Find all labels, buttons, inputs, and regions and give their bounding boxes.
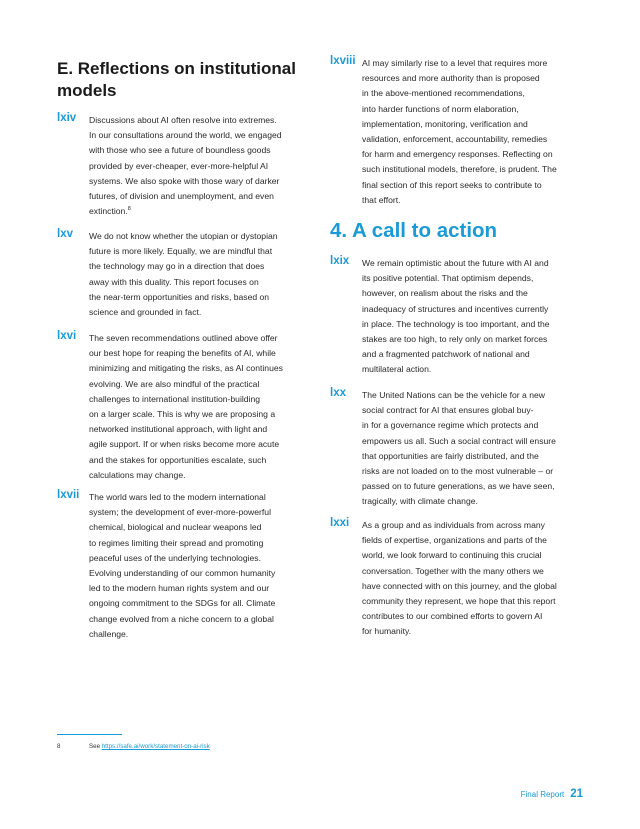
footnote-number: 8 bbox=[57, 743, 61, 750]
text-line: for humanity. bbox=[362, 626, 412, 637]
text-line: As a group and as individuals from across many bbox=[362, 520, 545, 530]
paragraph-number: lxv bbox=[57, 228, 73, 240]
text-line: into harder functions of norm elaboration, bbox=[362, 103, 519, 114]
footnote-reference[interactable]: 8 bbox=[127, 206, 131, 213]
page-number: 21 bbox=[570, 788, 583, 800]
text-line: however, on realism about the risks and the bbox=[362, 288, 528, 299]
paragraph-number: lxvii bbox=[57, 489, 80, 501]
text-line: We remain optimistic about the future with AI and bbox=[362, 258, 549, 268]
text-line: in the above-mentioned recommendations, bbox=[362, 88, 525, 99]
text-line: evolving. We are also mindful of the practical bbox=[89, 378, 260, 389]
page-footer bbox=[521, 788, 583, 800]
text-line: and the stakes for opportunities escalate, such bbox=[89, 454, 267, 465]
text-line: inadequacy of structures and incentives currently bbox=[362, 303, 549, 314]
text-line: futures, of division and unemployment, and even bbox=[89, 191, 274, 202]
text-line: led to the modern human rights system and our bbox=[89, 583, 270, 594]
text-line: In our consultations around the world, we engaged bbox=[89, 130, 282, 141]
paragraph-text bbox=[89, 490, 275, 642]
text-line: agile support. If or when risks become more acute bbox=[89, 439, 280, 450]
text-line: fields of expertise, organizations and parts of the bbox=[362, 535, 547, 546]
footnote-link[interactable]: https://safe.ai/work/statement-on-ai-risk bbox=[101, 743, 210, 750]
text-line: calculations may change. bbox=[89, 469, 186, 480]
text-line: validation, enforcement, accountability, remedies bbox=[362, 134, 548, 145]
text-line: resources and more authority than is proposed bbox=[362, 73, 540, 84]
text-line: challenge. bbox=[89, 628, 129, 639]
footnote-divider bbox=[57, 734, 122, 735]
text-line: ongoing commitment to the SDGs for all. Climate bbox=[89, 598, 276, 609]
text-line: on a larger scale. This is why we are proposing a bbox=[89, 409, 276, 420]
text-line: Discussions about AI often resolve into extremes. bbox=[89, 115, 277, 125]
paragraph-number: lxiv bbox=[57, 112, 77, 124]
text-line: challenges to international institution-building bbox=[89, 393, 261, 404]
paragraph-number: lxix bbox=[330, 255, 350, 267]
text-line: science and grounded in fact. bbox=[89, 307, 202, 318]
text-line: future is more likely. Equally, we are mindful that bbox=[89, 246, 273, 257]
text-line: its positive potential. That optimism depends, bbox=[362, 273, 534, 284]
text-line: provided by ever-cheaper, ever-more-helpful AI bbox=[89, 160, 269, 171]
text-line: in for a governance regime which protects and bbox=[362, 420, 539, 431]
text-line: the technology may go in a direction that does bbox=[89, 261, 265, 272]
text-line: networked institutional approach, with light and bbox=[89, 424, 268, 435]
text-line: AI may similarly rise to a level that requires more bbox=[362, 58, 548, 68]
text-line: implementation, monitoring, verification and bbox=[362, 118, 528, 129]
text-line: chemical, biological and nuclear weapons led bbox=[89, 522, 262, 533]
paragraph-number: lxxi bbox=[330, 517, 350, 529]
text-line-content: extinction. bbox=[89, 206, 128, 217]
text-line: The seven recommendations outlined above offer bbox=[89, 333, 278, 343]
paragraph-text bbox=[362, 518, 557, 640]
paragraph-text bbox=[89, 229, 278, 320]
text-line: such institutional models, therefore, is prudent. The bbox=[362, 164, 557, 175]
text-line: for harm and emergency responses. Reflecting on bbox=[362, 149, 553, 160]
text-line: tragically, with climate change. bbox=[362, 496, 478, 507]
text-line: our best hope for reaping the benefits of AI, while bbox=[89, 348, 276, 359]
text-line: world, we look forward to continuing this crucial bbox=[362, 550, 542, 561]
text-line: multilateral action. bbox=[362, 364, 432, 375]
footer-label: Final Report bbox=[520, 790, 565, 799]
text-line bbox=[89, 204, 282, 219]
text-line: system; the development of ever-more-powerful bbox=[89, 507, 271, 518]
section-title: E. Reflections on institutional models bbox=[57, 59, 296, 100]
text-line: social contract for AI that ensures global buy- bbox=[362, 405, 534, 416]
text-line: that effort. bbox=[362, 194, 401, 205]
text-line: community they represent, we hope that this report bbox=[362, 596, 556, 607]
text-line: conversation. Together with the many others we bbox=[362, 565, 544, 576]
text-line: The world wars led to the modern international bbox=[89, 492, 266, 502]
text-line: in place. The technology is too important, and the bbox=[362, 318, 550, 329]
paragraph-text bbox=[89, 331, 283, 483]
text-line: away with this duality. This report focuses on bbox=[89, 276, 259, 287]
text-line: We do not know whether the utopian or dystopian bbox=[89, 231, 278, 241]
text-line: and a fragmented patchwork of national and bbox=[362, 349, 530, 360]
text-line: minimizing and mitigating the risks, as AI continues bbox=[89, 363, 283, 374]
text-line: systems. We also spoke with those wary of darker bbox=[89, 175, 280, 186]
text-line: change evolved from a niche concern to a global bbox=[89, 613, 274, 624]
paragraph-text bbox=[362, 256, 550, 378]
text-line: with those who see a future of boundless goods bbox=[89, 145, 271, 156]
paragraph-text bbox=[89, 113, 282, 219]
text-line: that opportunities are fairly distributed, and the bbox=[362, 450, 539, 461]
text-line: peaceful uses of the underlying technologies. bbox=[89, 552, 261, 563]
paragraph-text bbox=[362, 56, 557, 208]
text-line: to regimes limiting their spread and promoting bbox=[89, 537, 264, 548]
text-line: Evolving understanding of our common humanity bbox=[89, 568, 276, 579]
paragraph-number: lxvi bbox=[57, 330, 77, 342]
text-line: risks are not loaded on to the most vulnerable – or bbox=[362, 466, 554, 477]
text-line: stakes are too high, to rely only on market forces bbox=[362, 334, 548, 345]
text-line: passed on to future generations, as we have seen, bbox=[362, 481, 555, 492]
text-line: the near-term opportunities and risks, based on bbox=[89, 291, 270, 302]
text-line: The United Nations can be the vehicle for a new bbox=[362, 390, 545, 400]
text-line: empowers us all. Such a social contract will ensure bbox=[362, 435, 556, 446]
paragraph-number: lxx bbox=[330, 387, 346, 399]
text-line: have connected with on this journey, and the global bbox=[362, 580, 557, 591]
paragraph-number: lxviii bbox=[330, 55, 356, 67]
call-to-action-heading: 4. A call to action bbox=[330, 219, 498, 242]
footnote-prefix: See bbox=[89, 743, 102, 750]
text-line: contributes to our combined efforts to govern AI bbox=[362, 611, 543, 622]
text-line: final section of this report seeks to contribute to bbox=[362, 179, 542, 190]
footnote-text bbox=[89, 743, 210, 750]
paragraph-text bbox=[362, 388, 556, 510]
